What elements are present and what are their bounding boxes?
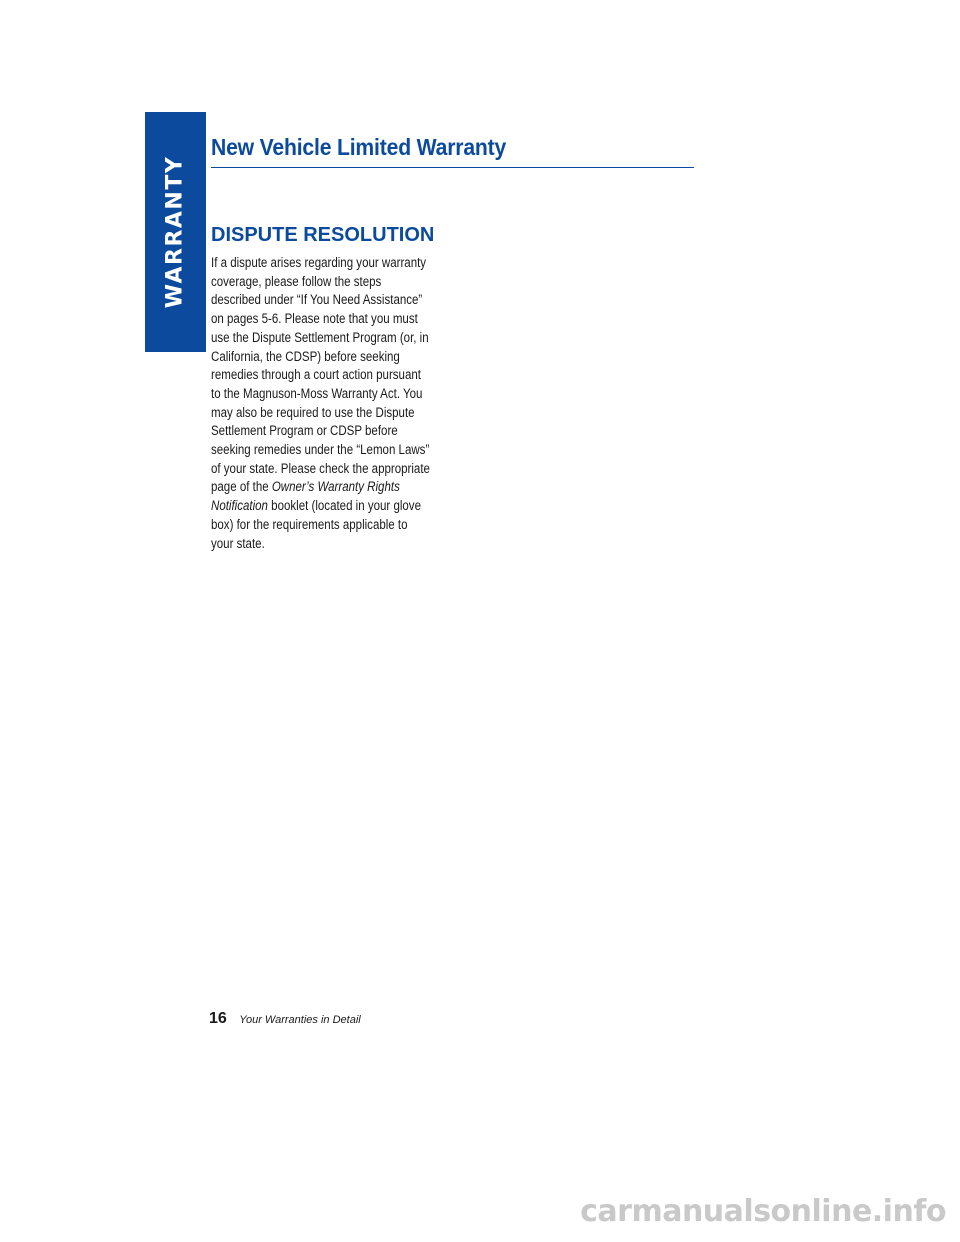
body-line: to the Magnuson-Moss Warranty Act. You: [211, 385, 423, 401]
title-divider: [211, 167, 694, 168]
side-tab: [145, 112, 206, 352]
watermark: carmanualsonline.info: [580, 1194, 946, 1229]
section-heading: DISPUTE RESOLUTION: [211, 224, 435, 246]
body-line: seeking remedies under the “Lemon Laws”: [211, 442, 430, 458]
body-line: on pages 5-6. Please note that you must: [211, 311, 418, 327]
body-line: [211, 497, 435, 516]
body-line: box) for the requirements applicable to: [211, 516, 408, 532]
body-line: Settlement Program or CDSP before: [211, 423, 398, 439]
side-tab-label: WARRANTY: [162, 155, 188, 309]
body-line: coverage, please follow the steps: [211, 273, 382, 289]
body-line-suffix: booklet (located in your glove: [267, 498, 421, 514]
body-line: If a dispute arises regarding your warranty: [211, 255, 427, 270]
body-line: may also be required to use the Dispute: [211, 404, 415, 420]
page-footer: [209, 1010, 361, 1028]
page-title: New Vehicle Limited Warranty: [211, 134, 507, 160]
page-number: 16: [209, 1010, 227, 1027]
body-line: [211, 478, 435, 497]
body-line: remedies through a court action pursuant: [211, 367, 421, 383]
booklet-title: Owner’s Warranty Rights: [271, 479, 400, 495]
body-line-prefix: page of the: [211, 479, 272, 495]
body-paragraph: [211, 254, 471, 553]
body-line: described under “If You Need Assistance”: [211, 292, 423, 308]
body-line: California, the CDSP) before seeking: [211, 348, 400, 364]
footer-caption: Your Warranties in Detail: [239, 1014, 361, 1026]
booklet-title: Notification: [211, 498, 268, 514]
body-line: of your state. Please check the appropriate: [211, 460, 430, 476]
body-line: use the Dispute Settlement Program (or, in: [211, 329, 429, 345]
body-line: your state.: [211, 535, 265, 551]
